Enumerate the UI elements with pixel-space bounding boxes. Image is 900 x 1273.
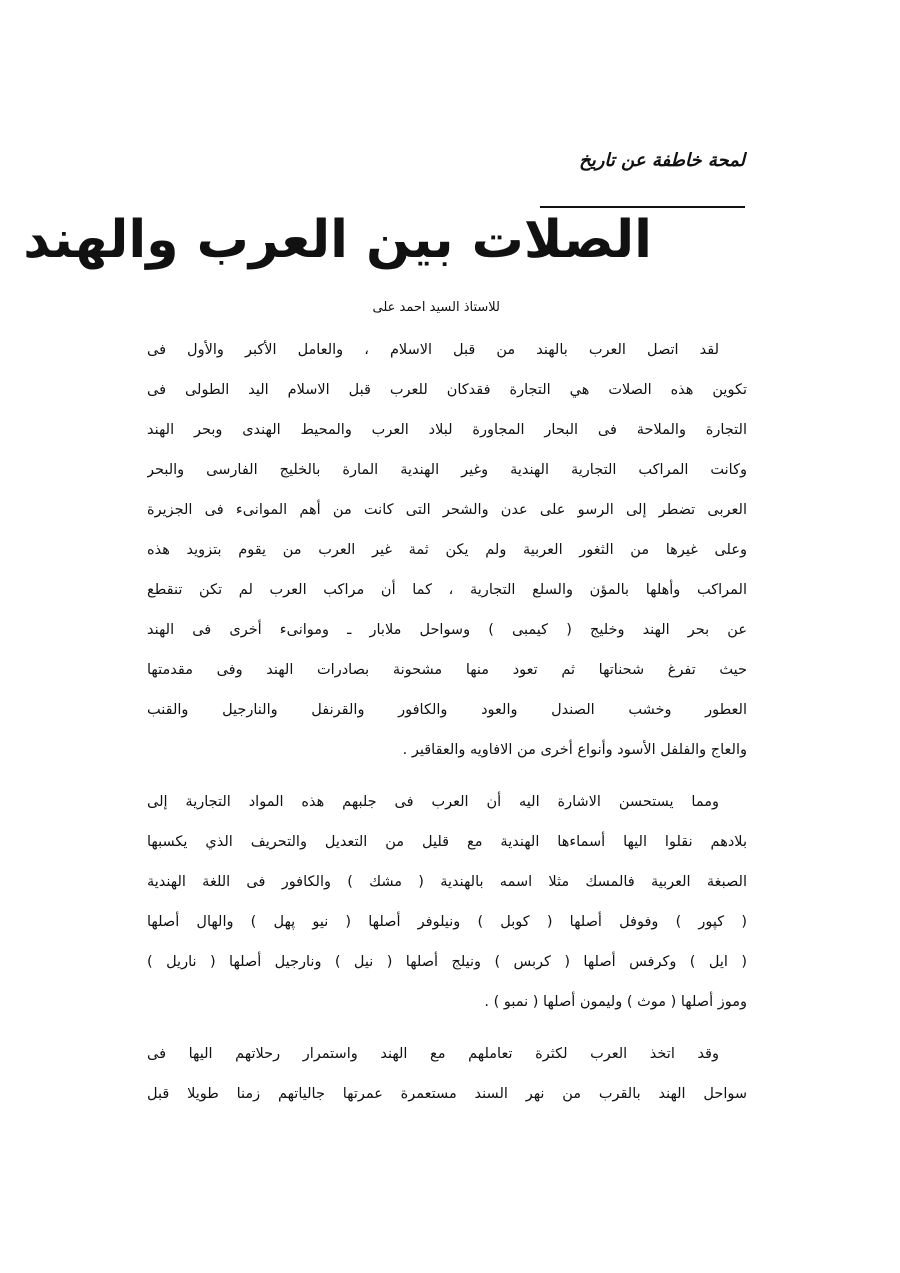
text-line: وعلى غيرها من الثغور العربية ولم يكن ثمة غير العرب من يقوم بتزويد هذه [147, 542, 747, 558]
text-line: ( ايل ) وكرفس أصلها ( كربس ) ونيلج أصلها ( نيل ) ونارجيل أصلها ( ناريل ) [147, 954, 747, 970]
article-body [147, 330, 747, 1114]
text-line: حيث تفرغ شحناتها ثم تعود منها مشحونة بصادرات الهند وفى مقدمتها [147, 662, 747, 678]
text-line: لقد اتصل العرب بالهند من قبل الاسلام ، والعامل الأكبر والأول فى [147, 342, 719, 358]
text-line: تكوين هذه الصلات هي التجارة فقدكان للعرب قبل الاسلام اليد الطولى فى [147, 382, 747, 398]
text-line: سواحل الهند بالقرب من نهر السند مستعمرة عمرتها جالياتهم زمنا طويلا قبل [147, 1086, 747, 1102]
text-line: وقد اتخذ العرب لكثرة تعاملهم مع الهند واستمرار رحلاتهم اليها فى [147, 1046, 719, 1062]
text-line: العربى تضطر إلى الرسو على عدن والشحر التى كانت من أهم الموانىء فى الجزيرة [147, 502, 747, 518]
article-kicker: لمحة خاطفة عن تاريخ [579, 150, 745, 171]
text-line: بلادهم نقلوا اليها أسماءها الهندية مع قليل من التعديل والتحريف الذي يكسبها [147, 834, 747, 850]
text-line: وموز أصلها ( موث ) وليمون أصلها ( نمبو ) . [484, 994, 747, 1010]
text-line: عن بحر الهند وخليج ( كيمبى ) وسواحل ملابار ـ وموانىء أخرى فى الهند [147, 622, 747, 638]
text-line: ( كپور ) وفوفل أصلها ( كوبل ) ونيلوفر أصلها ( نيو پهل ) والهال أصلها [147, 914, 747, 930]
text-line: وكانت المراكب التجارية الهندية وغير الهندية المارة بالخليج الفارسى والبحر [147, 462, 747, 478]
text-line: المراكب وأهلها بالمؤن والسلع التجارية ، كما أن مراكب العرب لم تكن تنقطع [147, 582, 747, 598]
text-line: العطور وخشب الصندل والعود والكافور والقرنفل والنارجيل والقنب [147, 702, 747, 718]
text-line: الصبغة العربية فالمسك مثلا اسمه بالهندية ( مشك ) والكافور فى اللغة الهندية [147, 874, 747, 890]
article-byline: للاستاذ السيد احمد على [372, 300, 500, 315]
text-line: التجارة والملاحة فى البحار المجاورة لبلاد العرب والمحيط الهندى وبحر الهند [147, 422, 747, 438]
text-line: والعاج والفلفل الأسود وأنواع أخرى من الافاويه والعقاقير . [402, 742, 747, 758]
article-title: الصلات بين العرب والهند [23, 210, 652, 270]
text-line: ومما يستحسن الاشارة اليه أن العرب فى جلبهم هذه المواد التجارية إلى [147, 794, 719, 810]
